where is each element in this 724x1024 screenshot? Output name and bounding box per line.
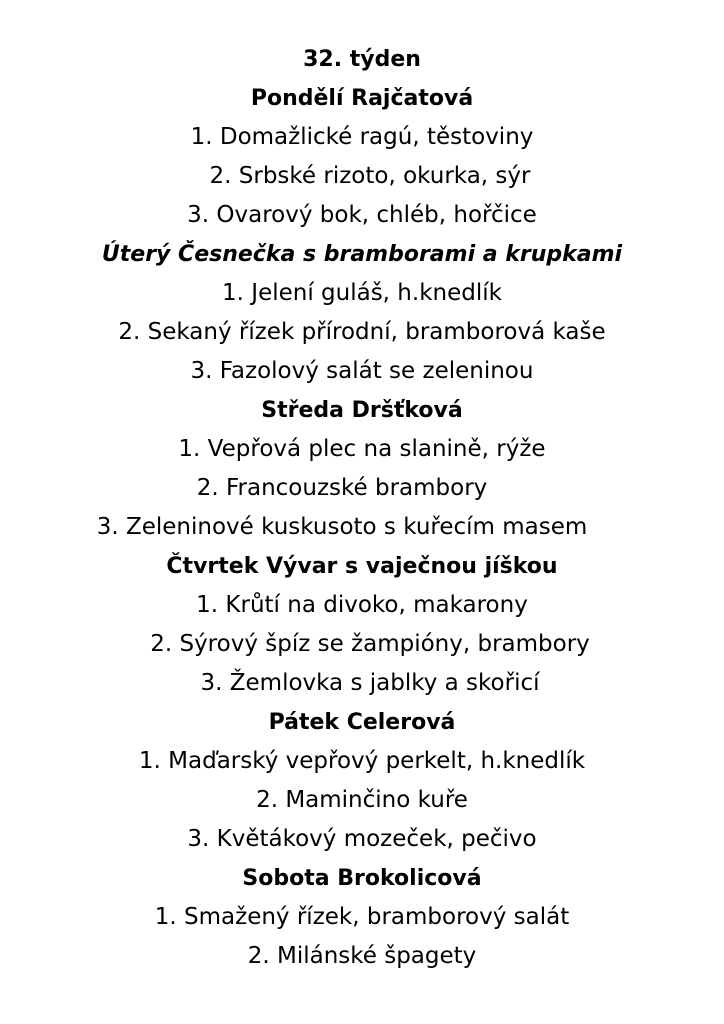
menu-item: 2. Sýrový špíz se žampióny, brambory bbox=[150, 631, 590, 657]
menu-item: 2. Srbské rizoto, okurka, sýr bbox=[209, 163, 531, 189]
menu-item: 2. Maminčino kuře bbox=[256, 787, 468, 813]
menu-item: 3. Květákový mozeček, pečivo bbox=[187, 826, 537, 852]
menu-item: 3. Fazolový salát se zeleninou bbox=[190, 358, 534, 384]
day-heading-wednesday: Středa Dršťková bbox=[261, 398, 463, 423]
menu-item: 1. Domažlické ragú, těstoviny bbox=[190, 124, 534, 150]
menu-item: 3. Žemlovka s jablky a skořicí bbox=[200, 670, 540, 696]
menu-item: 3. Zeleninové kuskusoto s kuřecím masem bbox=[96, 514, 588, 540]
day-heading-friday: Pátek Celerová bbox=[268, 710, 456, 735]
week-title: 32. týden bbox=[303, 47, 421, 72]
menu-item: 1. Maďarský vepřový perkelt, h.knedlík bbox=[138, 748, 586, 774]
menu-item: 1. Smažený řízek, bramborový salát bbox=[154, 904, 570, 930]
menu-item: 1. Vepřová plec na slanině, rýže bbox=[178, 436, 546, 462]
menu-item: 2. Sekaný řízek přírodní, bramborová kaše bbox=[118, 319, 606, 345]
menu-item: 1. Jelení guláš, h.knedlík bbox=[222, 280, 502, 306]
day-heading-monday: Pondělí Rajčatová bbox=[250, 86, 474, 111]
day-heading-thursday: Čtvrtek Vývar s vaječnou jíškou bbox=[166, 554, 558, 579]
day-heading-saturday: Sobota Brokolicová bbox=[242, 866, 482, 891]
day-heading-tuesday: Úterý Česnečka s bramborami a krupkami bbox=[101, 242, 623, 267]
menu-item: 2. Milánské špagety bbox=[247, 943, 477, 969]
menu-item: 1. Krůtí na divoko, makarony bbox=[196, 592, 528, 618]
menu-item: 2. Francouzské brambory bbox=[196, 475, 488, 501]
weekly-menu bbox=[0, 40, 724, 976]
menu-item: 3. Ovarový bok, chléb, hořčice bbox=[187, 202, 537, 228]
